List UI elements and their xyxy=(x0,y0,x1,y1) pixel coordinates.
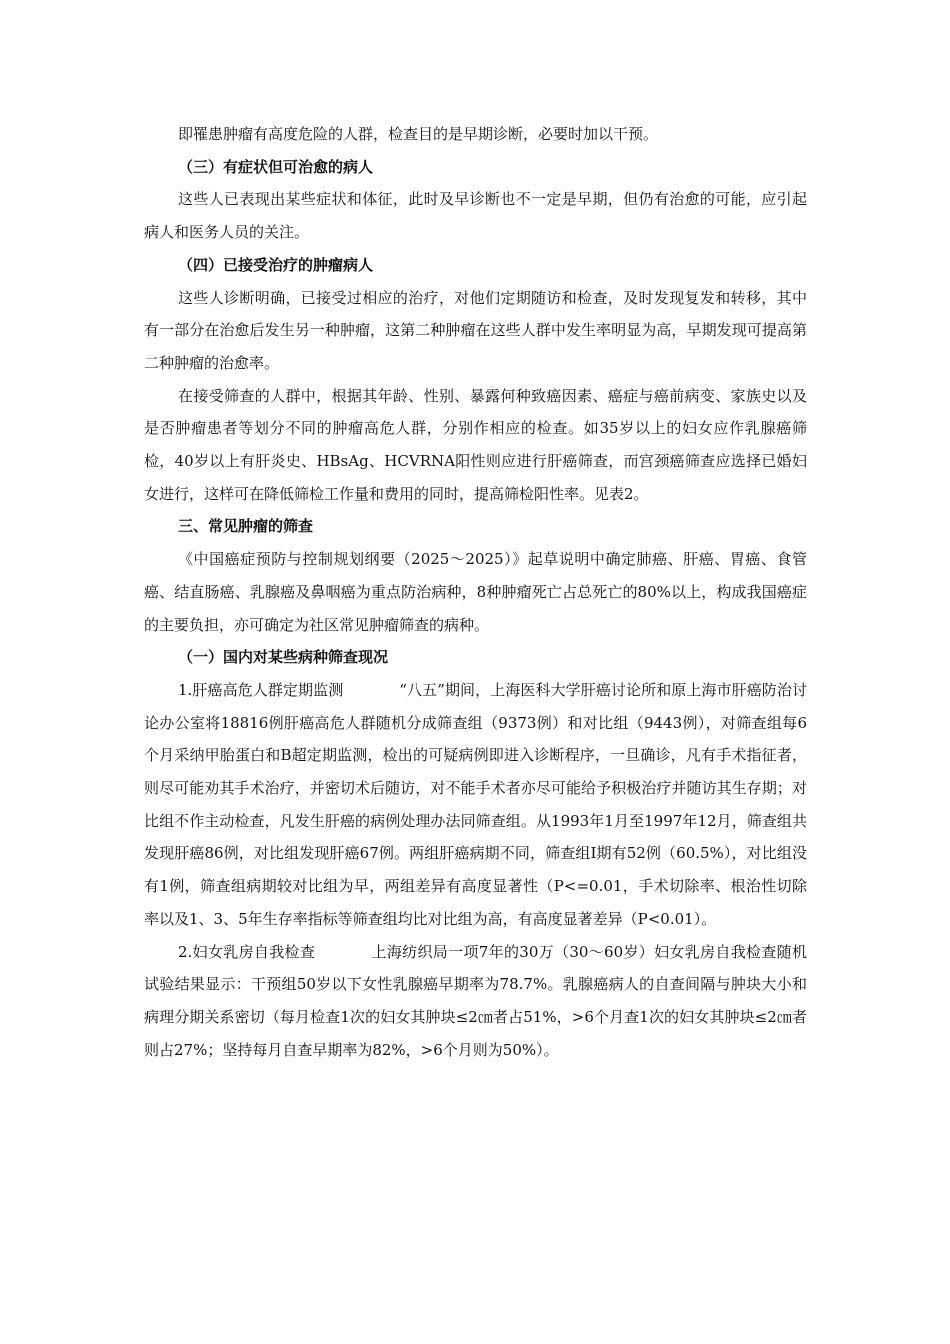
paragraph-screening-groups: 在接受筛查的人群中，根据其年龄、性别、暴露何种致癌因素、癌症与癌前病变、家族史以及是否肿瘤患者等划分不同的肿瘤高危人群，分别作相应的检查。如35岁以上的妇女应作乳腺癌筛检，40岁以上有肝炎史、HBsAg、HCVRNA阳性则应进行肝癌筛查，而宫颈癌筛查应选择已婚妇女进行，这样可在降低筛检工作量和费用的同时，提高筛检阳性率。见表2。 xyxy=(144,386,807,503)
paragraph-breast-self-exam xyxy=(144,936,807,1067)
heading-domestic-screening: （一）国内对某些病种筛查现况 xyxy=(178,648,389,667)
paragraph-cancer-plan: 《中国癌症预防与控制规划纲要（2025～2025）》起草说明中确定肺癌、肝癌、胃癌、食管癌、结直肠癌、乳腺癌及鼻咽癌为重点防治病种，8种肿瘤死亡占总死亡的80%以上，构成我国癌症的主要负担，亦可确定为社区常见肿瘤筛查的病种。 xyxy=(144,550,807,634)
heading-common-tumor-screening: 三、常见肿瘤的筛查 xyxy=(178,517,314,536)
document-page xyxy=(144,118,807,1066)
breast-exam-lead: 2.妇女乳房自我检查 xyxy=(178,942,316,961)
heading-curable-symptomatic: （三）有症状但可治愈的病人 xyxy=(178,157,374,176)
paragraph-curable-symptomatic: 这些人已表现出某些症状和体征，此时及早诊断也不一定是早期，但仍有治愈的可能，应引起病人和医务人员的关注。 xyxy=(144,190,807,242)
paragraph-high-risk-population: 即罹患肿瘤有高度危险的人群，检查目的是早期诊断，必要时加以干预。 xyxy=(178,125,659,143)
paragraph-liver-cancer-monitoring xyxy=(144,674,807,936)
heading-treated-patients: （四）已接受治疗的肿瘤病人 xyxy=(178,255,374,274)
liver-cancer-lead: 1.肝癌高危人群定期监测 xyxy=(178,680,344,699)
liver-cancer-body: “八五”期间，上海医科大学肝癌讨论所和原上海市肝癌防治讨论办公室将18816例肝癌高危人群随机分成筛查组（9373例）和对比组（9443例），对筛查组每6个月采纳甲胎蛋白和B超定期监测，检出的可疑病例即进入诊断程序，一旦确诊，凡有手术指征者，则尽可能劝其手术治疗，并密切术后随访，对不能手术者亦尽可能给予积极治疗并随访其生存期；对比组不作主动检查，凡发生肝癌的病例处理办法同筛查组。从1993年1月至1997年12月，筛查组共发现肝癌86例，对比组发现肝癌67例。两组肝癌病期不同，筛查组Ⅰ期有52例（60.5%），对比组没有1例，筛查组病期较对比组为早，两组差异有高度显著性（P<=0.01，手术切除率、根治性切除率以及1、3、5年生存率指标等筛查组均比对比组为高，有高度显著差异（P<0.01）。 xyxy=(144,680,807,928)
breast-exam-body: 上海纺织局一项7年的30万（30～60岁）妇女乳房自我检查随机试验结果显示：干预组50岁以下女性乳腺癌早期率为78.7%。乳腺癌病人的自查间隔与肿块大小和病理分期关系密切（每月检查1次的妇女其肿块≤2㎝者占51%，>6个月查1次的妇女其肿块≤2㎝者则占27%；坚持每月自查早期率为82%，>6个月则为50%）。 xyxy=(144,942,807,1059)
paragraph-treated-patients: 这些人诊断明确，已接受过相应的治疗，对他们定期随访和检查，及时发现复发和转移，其中有一部分在治愈后发生另一种肿瘤，这第二种肿瘤在这些人群中发生率明显为高，早期发现可提高第二种肿瘤的治愈率。 xyxy=(144,288,807,372)
